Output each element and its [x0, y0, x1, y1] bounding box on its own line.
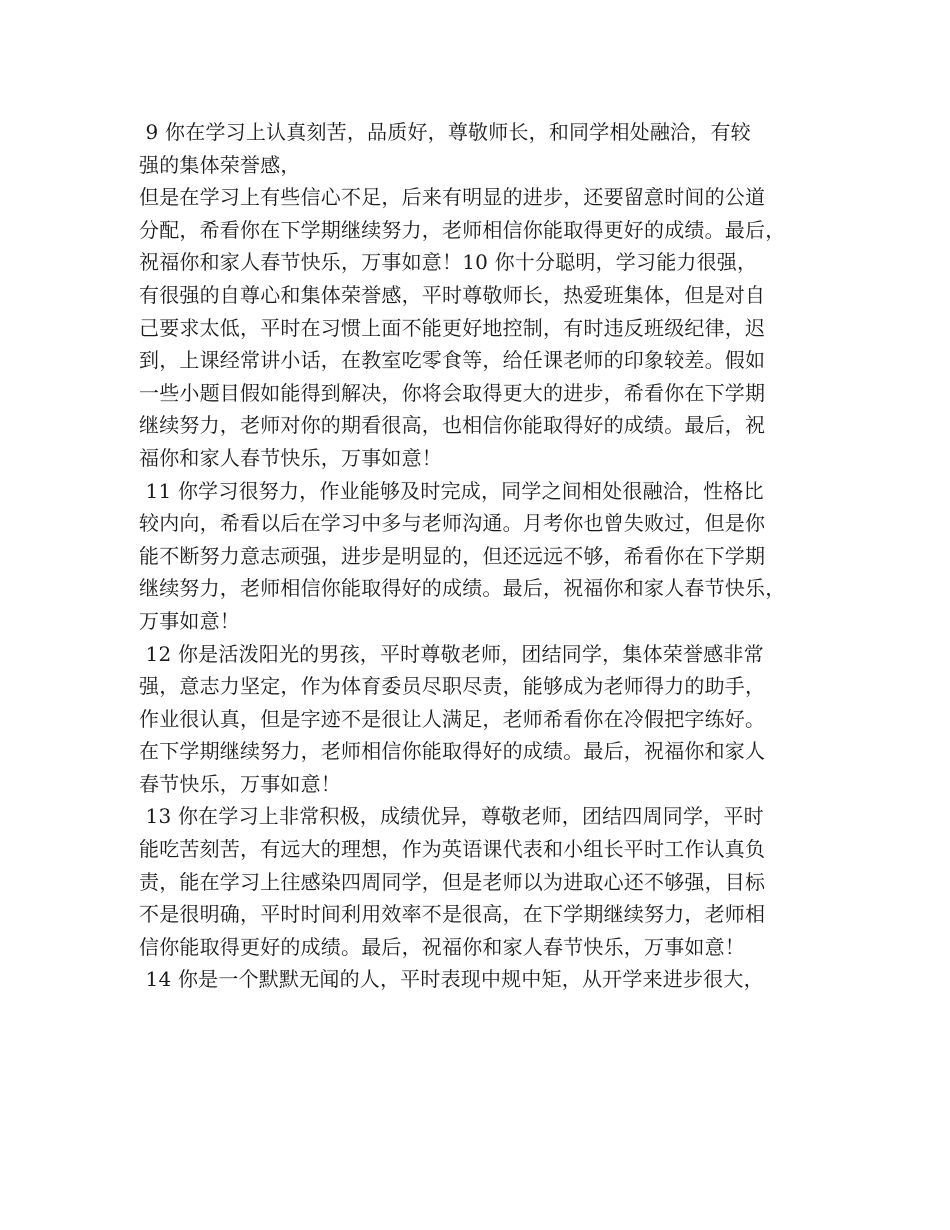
- text-line: 较内向，希看以后在学习中多与老师沟通。月考你也曾失败过，但是你: [139, 511, 766, 536]
- text-line: 继续努力，老师对你的期看很高，也相信你能取得好的成绩。最后，祝: [139, 413, 766, 438]
- text-line: 己要求太低，平时在习惯上面不能更好地控制，有时违反班级纪律，迟: [139, 315, 766, 340]
- text-line: 有很强的自尊心和集体荣誉感，平时尊敬师长，热爱班集体，但是对自: [139, 282, 766, 307]
- text-line: 能吃苦刻苦，有远大的理想，作为英语课代表和小组长平时工作认真负: [139, 837, 766, 862]
- document-body: [139, 116, 839, 996]
- text-line: 到，上课经常讲小话，在教室吃零食等，给任课老师的印象较差。假如: [139, 348, 766, 373]
- text-line: 分配，希看你在下学期继续努力，老师相信你能取得更好的成绩。最后，: [139, 217, 786, 242]
- text-line: 12 你是活泼阳光的男孩，平时尊敬老师，团结同学，集体荣誉感非常: [139, 641, 764, 666]
- text-line: 不是很明确，平时时间利用效率不是很高，在下学期继续努力，老师相: [139, 902, 766, 927]
- text-line: 能不断努力意志顽强，进步是明显的，但还远远不够，希看你在下学期: [139, 543, 766, 568]
- text-line: 继续努力，老师相信你能取得好的成绩。最后，祝福你和家人春节快乐，: [139, 576, 786, 601]
- text-line: 福你和家人春节快乐，万事如意！: [139, 445, 442, 470]
- text-line: 13 你在学习上非常积极，成绩优异，尊敬老师，团结四周同学，平时: [139, 804, 764, 829]
- text-line: 一些小题目假如能得到解决，你将会取得更大的进步，希看你在下学期: [139, 380, 766, 405]
- text-line: 责，能在学习上往感染四周同学，但是老师以为进取心还不够强，目标: [139, 869, 766, 894]
- text-line: 强的集体荣誉感，: [139, 152, 301, 177]
- text-line: 作业很认真，但是字迹不是很让人满足，老师希看你在冷假把字练好。: [139, 706, 766, 731]
- text-line: 但是在学习上有些信心不足，后来有明显的进步，还要留意时间的公道: [139, 185, 766, 210]
- text-line: 春节快乐，万事如意！: [139, 771, 341, 796]
- text-line: 强，意志力坚定，作为体育委员尽职尽责，能够成为老师得力的助手，: [139, 674, 766, 699]
- text-line: 14 你是一个默默无闻的人，平时表现中规中矩，从开学来进步很大，: [139, 967, 764, 992]
- text-line: 万事如意！: [139, 608, 240, 633]
- text-line: 9 你在学习上认真刻苦，品质好，尊敬师长，和同学相处融洽，有较: [139, 120, 751, 144]
- text-line: 11 你学习很努力，作业能够及时完成，同学之间相处很融洽，性格比: [139, 478, 764, 503]
- text-line: 信你能取得更好的成绩。最后，祝福你和家人春节快乐，万事如意！: [139, 934, 745, 959]
- text-line: 在下学期继续努力，老师相信你能取得好的成绩。最后，祝福你和家人: [139, 739, 766, 764]
- text-line: 祝福你和家人春节快乐，万事如意！10 你十分聪明，学习能力很强，: [139, 250, 758, 275]
